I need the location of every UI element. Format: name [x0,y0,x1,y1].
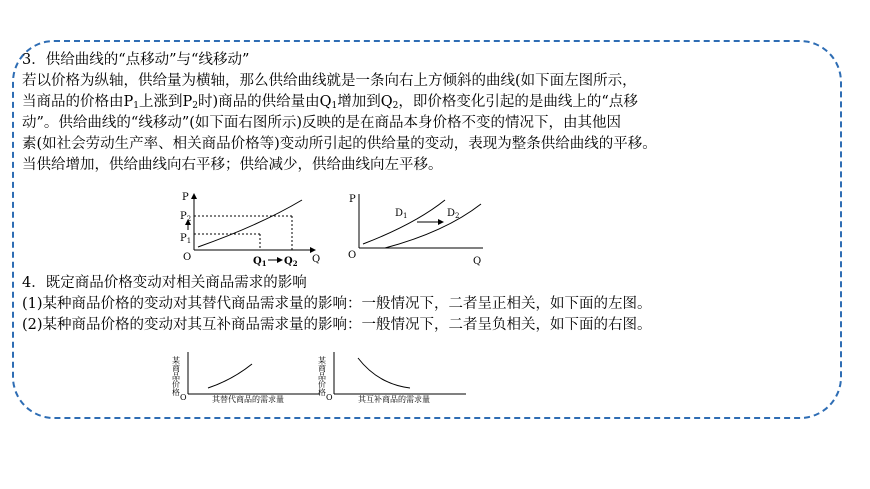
o-label: O [183,252,192,263]
section-3 [22,50,657,176]
p2-label: $P_2$ [180,211,192,223]
section-3-heading: 3．供给曲线的“点移动”与“线移动” [22,52,250,68]
section-3-line-1: 若以价格为纵轴，供给量为横轴，那么供给曲线就是一条向右上方倾斜的曲线(如下面左图所示， [22,73,637,89]
section-3-line-4: 素(如社会劳动生产率、相关商品价格等)变动所引起的供给量的变动，表现为整条供给曲线的平移。 [22,136,657,152]
y-label: 某商品价格 [171,356,181,396]
supply-shift-graph [345,192,505,272]
x-label: 其替代商品的需求量 [212,395,284,404]
complement-curve [358,358,410,388]
o-label: O [326,393,333,402]
section-4-para-1: (1)某种商品价格的变动对其替代商品需求量的影响：一般情况下，二者呈正相关，如下面的左图。 [22,296,652,312]
o-label: O [348,250,357,261]
supply-point-move-graph [170,190,330,270]
complement-demand-graph [318,350,473,405]
d1-label: $D_1$ [395,208,408,220]
substitute-curve [208,364,252,388]
p-label: P [182,192,189,203]
section-3-line-5: 当供给增加，供给曲线向右平移；供给减少，供给曲线向左平移。 [22,157,443,173]
substitute-demand-graph [172,350,327,405]
supply-curve [198,200,302,247]
q-label: Q [312,254,321,265]
q1-label: $Q_1$ [253,256,267,268]
section-4-heading: 4．既定商品价格变动对相关商品需求的影响 [22,275,307,291]
x-label: 其互补商品的需求量 [358,395,430,404]
section-3-line-2: 当商品的价格由$P_1$上涨到$P_2$时)商品的供给量由$Q_1$增加到$Q_2$，即价格变化引起的是曲线上的“点移 [22,94,638,111]
section-3-line-3: 动”。供给曲线的“线移动”(如下面右图所示)反映的是在商品本身价格不变的情况下，由其他因 [22,115,622,131]
y-label: 某商品价格 [317,356,327,396]
p1-label: $P_1$ [180,233,192,245]
section-4-para-2: (2)某种商品价格的变动对其互补商品需求量的影响：一般情况下，二者呈负相关，如下面的右图。 [22,317,652,333]
p-label: P [349,194,356,205]
q-label: Q [473,256,482,267]
o-label: O [180,393,187,402]
section-4 [22,273,652,336]
d2-label: $D_2$ [447,208,460,220]
q2-label: $Q_2$ [284,256,298,268]
